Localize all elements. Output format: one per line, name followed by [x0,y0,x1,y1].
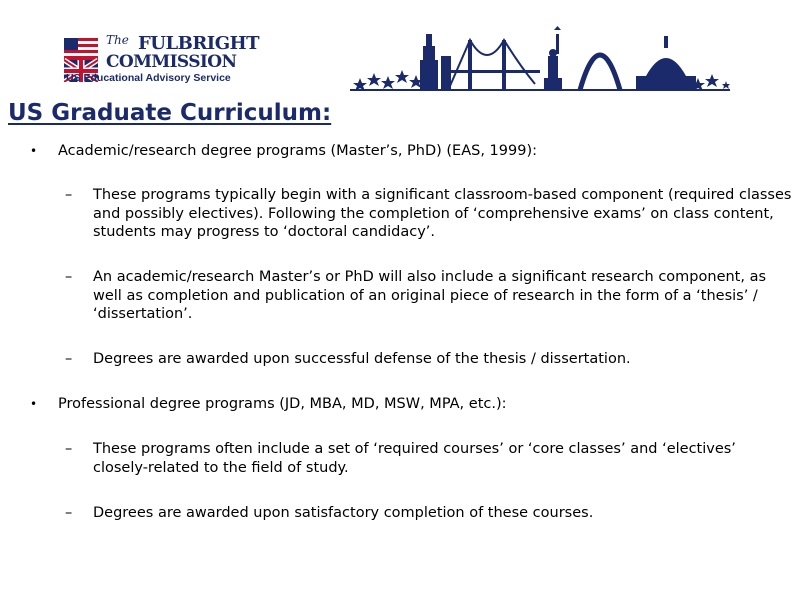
bullet-academic-programs [30,142,538,160]
page-title: US Graduate Curriculum: [8,100,332,126]
logo-subtitle: US Educational Advisory Service [66,72,231,84]
dash-icon: – [65,505,73,521]
bullet-professional-programs [30,395,507,413]
dash-icon: – [65,351,73,367]
bullet-dot-icon: • [30,397,38,411]
header-banner [0,0,800,100]
logo-name-line-1: FULBRIGHT [138,33,259,54]
section-label: Academic/research degree programs (Master’s, PhD) (EAS, 1999): [58,143,538,159]
sub-bullet-text: These programs often include a set of ‘required courses’ or ‘core classes’ and ‘electives’ closely-related to the field of study. [93,441,736,476]
sub-bullet-text: Degrees are awarded upon satisfactory completion of these courses. [93,505,594,521]
bullet-dot-icon: • [30,144,38,158]
sub-bullet-research [65,268,793,324]
sub-bullet-defense [65,350,793,369]
section-label: Professional degree programs (JD, MBA, MD, MSW, MPA, etc.): [58,396,507,412]
sub-bullet-completion [65,504,793,523]
sub-bullet-text: These programs typically begin with a significant classroom-based component (required classes and possibly electives). Following the completion of ‘comprehensive exams’ on class content, students may progress to ‘doctoral candidacy’. [93,187,792,240]
skyline-illustration-icon [350,26,730,94]
dash-icon: – [65,441,73,457]
dash-icon: – [65,269,73,285]
sub-bullet-text: Degrees are awarded upon successful defense of the thesis / dissertation. [93,351,631,367]
sub-bullet-text: An academic/research Master’s or PhD will also include a significant research component, as well as completion and publication of an original piece of research in the form of a ‘thesis’ / ‘dissertation’. [93,269,767,322]
logo-the-text: The [106,33,129,47]
logo-name-line-2: COMMISSION [106,52,237,72]
dash-icon: – [65,187,73,203]
sub-bullet-coursework [65,186,793,242]
sub-bullet-required-courses [65,440,793,477]
